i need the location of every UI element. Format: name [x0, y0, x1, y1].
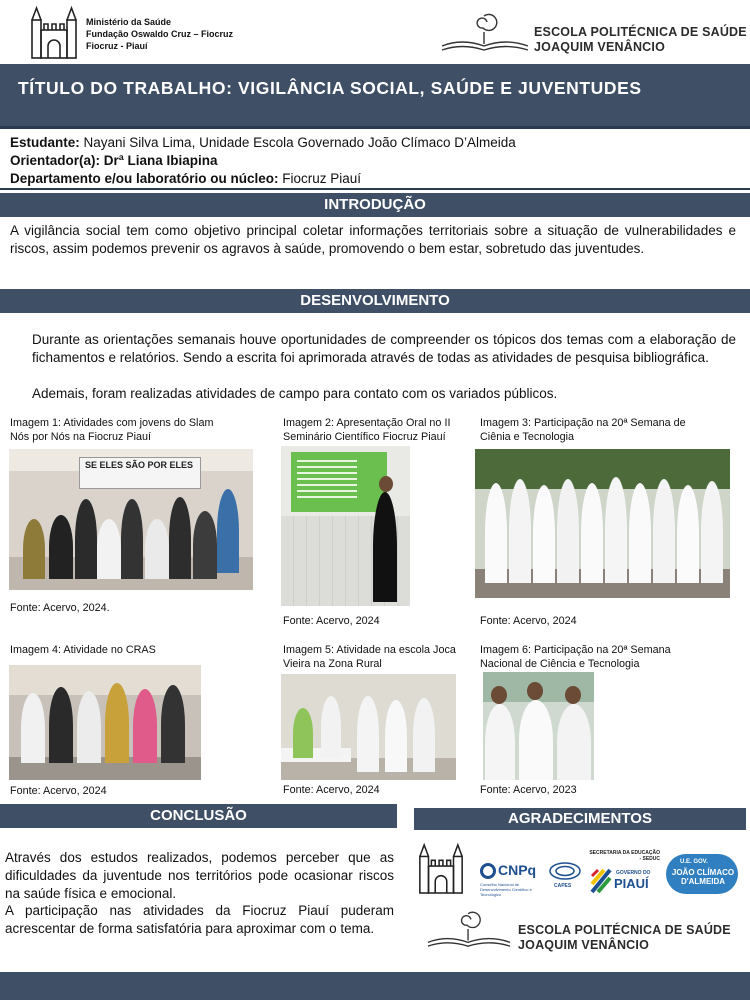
intro-paragraph: A vigilância social tem como objetivo principal coletar informações territoriais sobre a situação de vulnerabilidades e riscos, assim podemos prevenir os agravos à saúde, promovendo o bem estar, sobretudo das juventudes.: [10, 223, 736, 256]
image-6-person: [519, 700, 553, 780]
image-5-person: [293, 708, 313, 758]
image-4-photo: [9, 665, 201, 780]
image-2-presenter-head: [379, 476, 393, 492]
image-3-person: [581, 483, 603, 583]
dev-paragraph-2: Ademais, foram realizadas atividades de campo para contato com os variados públicos.: [32, 386, 558, 401]
image-5-photo: [281, 674, 456, 780]
image-2-screen-text: [297, 460, 357, 500]
image-2-presenter: [373, 492, 397, 602]
school-line-1: ESCOLA POLITÉCNICA DE SAÚDE: [534, 25, 747, 39]
page-title: TÍTULO DO TRABALHO: VIGILÂNCIA SOCIAL, SAÚDE E JUVENTUDES: [18, 78, 642, 98]
fiocruz-castle-logo-footer: [416, 840, 466, 896]
image-1-person: [75, 499, 97, 579]
image-6-head: [527, 682, 543, 700]
image-3-person: [485, 483, 507, 583]
institution-line-2: Fundação Oswaldo Cruz – Fiocruz: [86, 29, 234, 39]
cnpq-wordmark: CNPq: [498, 862, 537, 878]
school-badge-top-text: U.E. GOV.: [680, 859, 708, 865]
image-1-caption: Imagem 1: Atividades com jovens do Slam Nós por Nós na Fiocruz Piauí: [10, 417, 214, 443]
image-4-person: [133, 689, 157, 763]
image-3-person: [629, 483, 651, 583]
image-3-photo: [475, 449, 730, 598]
student-value: Nayani Silva Lima, Unidade Escola Governado João Clímaco D’Almeida: [79, 135, 516, 150]
image-1-person: [145, 519, 169, 579]
section-header-desenvolvimento: DESENVOLVIMENTO: [0, 289, 750, 313]
image-5-person: [357, 696, 379, 772]
image-2-photo: [281, 446, 410, 606]
image-3-person: [533, 485, 555, 583]
image-1-person: [193, 511, 217, 579]
image-5-source: Fonte: Acervo, 2024: [283, 784, 380, 796]
image-4-person: [161, 685, 185, 763]
school-badge-logo: [666, 854, 738, 894]
piaui-logo: [588, 850, 660, 902]
epsjv-name-header: [534, 25, 747, 55]
image-5-caption: Imagem 5: Atividade na escola Joca Vieira na Zona Rural: [283, 644, 456, 670]
conclusion-paragraph-2: A participação nas atividades da Fiocruz Piauí puderam acrescentar de forma satisfatória para aproximar com o tema.: [5, 903, 394, 936]
image-1-person: [97, 519, 121, 579]
image-6-source: Fonte: Acervo, 2023: [480, 784, 577, 796]
image-6-person: [557, 704, 591, 780]
school-badge-main-text: JOÃO CLÍMACO D'ALMEIDA: [671, 868, 735, 886]
image-4-caption: Imagem 4: Atividade no CRAS: [10, 644, 156, 656]
info-top-rule: [0, 126, 750, 129]
piaui-wordmark: PIAUÍ: [614, 876, 649, 891]
info-bottom-rule: [0, 188, 750, 190]
epsjv-book-logo-footer: [426, 908, 512, 950]
school-footer-line-2: JOAQUIM VENÂNCIO: [518, 938, 649, 952]
footer-bar: [0, 972, 750, 1000]
image-3-person: [605, 477, 627, 583]
image-1-person: [169, 497, 191, 579]
section-header-agradecimentos: AGRADECIMENTOS: [414, 808, 746, 830]
conclusion-paragraph-1: Através dos estudos realizados, podemos perceber que as dificuldades da juventude nos territórios pode ocasionar riscos na saúde física e emocional.: [5, 850, 394, 901]
advisor-label: Orientador(a): Drª Liana Ibiapina: [10, 153, 218, 168]
image-6-photo: [483, 672, 594, 780]
image-3-person: [509, 479, 531, 583]
cnpq-logo: [480, 860, 542, 896]
image-3-trees: [475, 449, 730, 489]
cnpq-subtitle: Conselho Nacional de Desenvolvimento Científico e Tecnológico: [480, 882, 532, 897]
image-4-person: [49, 687, 73, 763]
image-5-person: [321, 696, 341, 758]
image-3-source: Fonte: Acervo, 2024: [480, 615, 577, 627]
school-footer-line-1: ESCOLA POLITÉCNICA DE SAÚDE: [518, 923, 731, 937]
department-line: [10, 170, 361, 188]
capes-wordmark: CAPES: [554, 883, 572, 889]
fiocruz-castle-logo: [28, 4, 80, 60]
institution-line-3: Fiocruz - Piauí: [86, 41, 148, 51]
image-4-person: [21, 693, 45, 763]
epsjv-name-footer: [518, 923, 731, 953]
student-line: [10, 134, 516, 152]
school-line-2: JOAQUIM VENÂNCIO: [534, 40, 665, 54]
epsjv-book-logo: [440, 10, 530, 54]
image-1-person: [49, 515, 73, 579]
image-3-person: [557, 479, 579, 583]
image-5-person: [385, 700, 407, 772]
image-1-person: [121, 499, 143, 579]
department-value: Fiocruz Piauí: [278, 171, 362, 186]
advisor-line: [10, 152, 218, 170]
section-header-introducao: INTRODUÇÃO: [0, 193, 750, 217]
institution-names: [86, 16, 233, 52]
image-3-person: [677, 485, 699, 583]
image-3-person: [701, 481, 723, 583]
image-3-caption: Imagem 3: Participação na 20ª Semana de Ciênia e Tecnologia: [480, 417, 686, 443]
image-4-person: [105, 683, 129, 763]
student-label: Estudante:: [10, 135, 80, 150]
image-2-caption: Imagem 2: Apresentação Oral no II Seminário Científico Fiocruz Piauí: [283, 417, 451, 443]
image-6-caption: Imagem 6: Participação na 20ª Semana Nacional de Ciência e Tecnologia: [480, 644, 671, 670]
piaui-gov-text: GOVERNO DO: [616, 870, 651, 876]
image-5-person: [413, 698, 435, 772]
cnpq-mark-icon: [480, 863, 496, 879]
image-4-person: [77, 691, 101, 763]
image-1-source: Fonte: Acervo, 2024.: [10, 602, 110, 614]
image-4-source: Fonte: Acervo, 2024: [10, 785, 107, 797]
image-1-person: [217, 489, 239, 573]
image-6-head: [565, 686, 581, 704]
image-3-person: [653, 479, 675, 583]
department-label: Departamento e/ou laboratório ou núcleo:: [10, 171, 279, 186]
image-1-photo: [9, 449, 253, 590]
piaui-secretaria-text: SECRETARIA DA EDUCAÇÃO - SEDUC: [589, 850, 660, 862]
section-header-conclusao: CONCLUSÃO: [0, 804, 397, 828]
image-6-head: [491, 686, 507, 704]
image-6-person: [485, 704, 515, 780]
image-2-source: Fonte: Acervo, 2024: [283, 615, 380, 627]
institution-line-1: Ministério da Saúde: [86, 17, 172, 27]
capes-logo: [548, 860, 582, 892]
image-1-banner-text: SE ELES SÃO POR ELES: [85, 460, 194, 470]
image-1-person: [23, 519, 45, 579]
dev-paragraph-1: Durante as orientações semanais houve oportunidades de compreender os tópicos dos temas com a elaboração de fichamentos e relatórios. Sendo a escrita foi aprimorada através de todas as atividades de pesquisa bibliográfica.: [32, 332, 736, 365]
piaui-flag-icon: [590, 866, 612, 894]
